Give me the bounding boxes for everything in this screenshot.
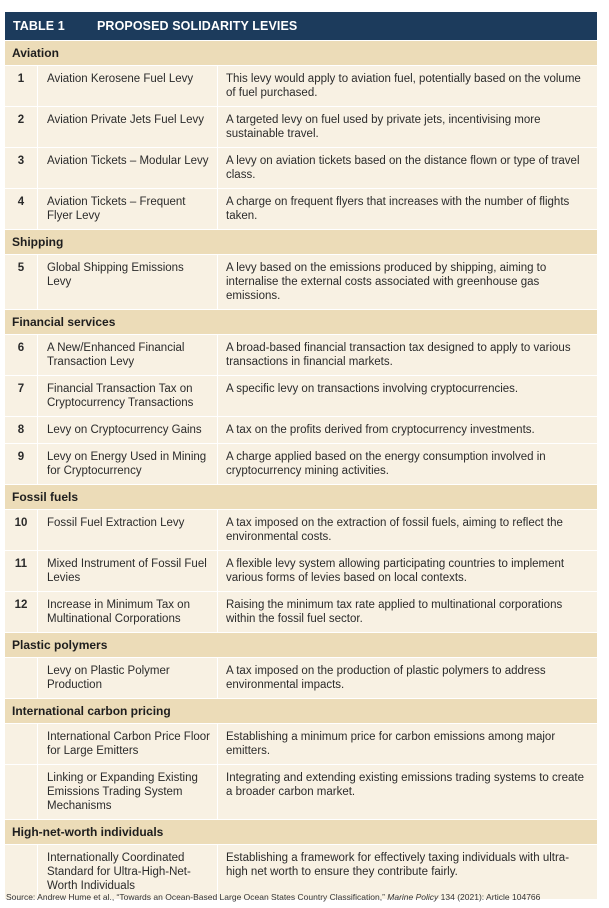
section-header: Financial services	[5, 309, 597, 334]
table-title-bar	[5, 12, 597, 40]
levy-name: International Carbon Price Floor for Large Emitters	[38, 724, 218, 764]
levy-name: Increase in Minimum Tax on Multinational Corporations	[38, 592, 218, 632]
levies-table	[5, 12, 597, 899]
table-row	[5, 591, 597, 632]
levy-name: Aviation Kerosene Fuel Levy	[38, 66, 218, 106]
table-row	[5, 764, 597, 819]
levy-description: A levy on aviation tickets based on the distance flown or type of travel class.	[226, 155, 580, 181]
section-header: High-net-worth individuals	[5, 819, 597, 844]
row-number	[5, 765, 38, 819]
table-label: TABLE 1	[13, 19, 65, 33]
levy-name: Fossil Fuel Extraction Levy	[38, 510, 218, 550]
section-header: Aviation	[5, 40, 597, 65]
levy-description: A levy based on the emissions produced by shipping, aiming to internalise the external costs associated with greenhouse gas emissions.	[226, 262, 547, 302]
row-number: 9	[5, 444, 38, 484]
row-number	[5, 845, 38, 899]
levy-description: A broad-based financial transaction tax designed to apply to various transactions in financial markets.	[226, 342, 571, 368]
row-number: 10	[5, 510, 38, 550]
levy-name: Mixed Instrument of Fossil Fuel Levies	[38, 551, 218, 591]
table-row	[5, 147, 597, 188]
levy-description: A charge on frequent flyers that increases with the number of flights taken.	[226, 196, 570, 222]
levy-description: Establishing a minimum price for carbon emissions among major emitters.	[226, 731, 556, 757]
table-row	[5, 443, 597, 484]
section-header: Shipping	[5, 229, 597, 254]
row-number: 7	[5, 376, 38, 416]
row-number	[5, 724, 38, 764]
table-row	[5, 65, 597, 106]
table-row	[5, 509, 597, 550]
row-number	[5, 658, 38, 698]
table-body	[5, 40, 597, 899]
levy-description: A tax on the profits derived from cryptocurrency investments.	[226, 424, 535, 436]
table-row	[5, 106, 597, 147]
table-row	[5, 254, 597, 309]
table-row	[5, 723, 597, 764]
row-number: 12	[5, 592, 38, 632]
levy-name: Levy on Plastic Polymer Production	[38, 658, 218, 698]
levy-description: Establishing a framework for effectively taxing individuals with ultra-high net worth to ensure they contribute fairly.	[226, 852, 570, 878]
row-number: 3	[5, 148, 38, 188]
levy-name: Financial Transaction Tax on Cryptocurrency Transactions	[38, 376, 218, 416]
levy-description: This levy would apply to aviation fuel, potentially based on the volume of fuel purchased.	[226, 73, 581, 99]
section-header: International carbon pricing	[5, 698, 597, 723]
levy-description: A tax imposed on the extraction of fossil fuels, aiming to reflect the environmental costs.	[226, 517, 563, 543]
row-number: 11	[5, 551, 38, 591]
levy-name: Levy on Cryptocurrency Gains	[38, 417, 218, 443]
levy-description: Raising the minimum tax rate applied to multinational corporations within the fossil fuel sector.	[226, 599, 563, 625]
table-row	[5, 334, 597, 375]
levy-description: A charge applied based on the energy consumption involved in cryptocurrency mining activities.	[226, 451, 546, 477]
levy-name: Aviation Tickets – Frequent Flyer Levy	[38, 189, 218, 229]
row-number: 5	[5, 255, 38, 309]
section-header: Plastic polymers	[5, 632, 597, 657]
table-row	[5, 416, 597, 443]
table-row	[5, 844, 597, 899]
row-number: 8	[5, 417, 38, 443]
levy-description: Integrating and extending existing emissions trading systems to create a broader carbon market.	[226, 772, 584, 798]
source-note	[6, 892, 606, 902]
levy-name: Levy on Energy Used in Mining for Cryptocurrency	[38, 444, 218, 484]
row-number: 6	[5, 335, 38, 375]
levy-name: Internationally Coordinated Standard for Ultra-High-Net-Worth Individuals	[38, 845, 218, 899]
levy-description: A flexible levy system allowing participating countries to implement various forms of levies based on local contexts.	[226, 558, 565, 584]
table-row	[5, 375, 597, 416]
row-number: 1	[5, 66, 38, 106]
levy-name: Aviation Tickets – Modular Levy	[38, 148, 218, 188]
levy-name: A New/Enhanced Financial Transaction Levy	[38, 335, 218, 375]
table-row	[5, 550, 597, 591]
row-number: 2	[5, 107, 38, 147]
levy-description: A specific levy on transactions involving cryptocurrencies.	[226, 383, 519, 395]
table-row	[5, 188, 597, 229]
table-title: PROPOSED SOLIDARITY LEVIES	[97, 19, 298, 33]
source-journal: Marine Policy	[387, 892, 439, 902]
levy-description: A tax imposed on the production of plastic polymers to address environmental impacts.	[226, 665, 546, 691]
source-prefix: Source: Andrew Hume et al., “Towards an Ocean-Based Large Ocean States Country Classification,”	[6, 892, 388, 902]
levy-name: Global Shipping Emissions Levy	[38, 255, 218, 309]
levy-name: Linking or Expanding Existing Emissions Trading System Mechanisms	[38, 765, 218, 819]
levy-description: A targeted levy on fuel used by private jets, incentivising more sustainable travel.	[226, 114, 541, 140]
table-row	[5, 657, 597, 698]
row-number: 4	[5, 189, 38, 229]
levy-name: Aviation Private Jets Fuel Levy	[38, 107, 218, 147]
section-header: Fossil fuels	[5, 484, 597, 509]
source-suffix: 134 (2021): Article 104766	[438, 892, 541, 902]
